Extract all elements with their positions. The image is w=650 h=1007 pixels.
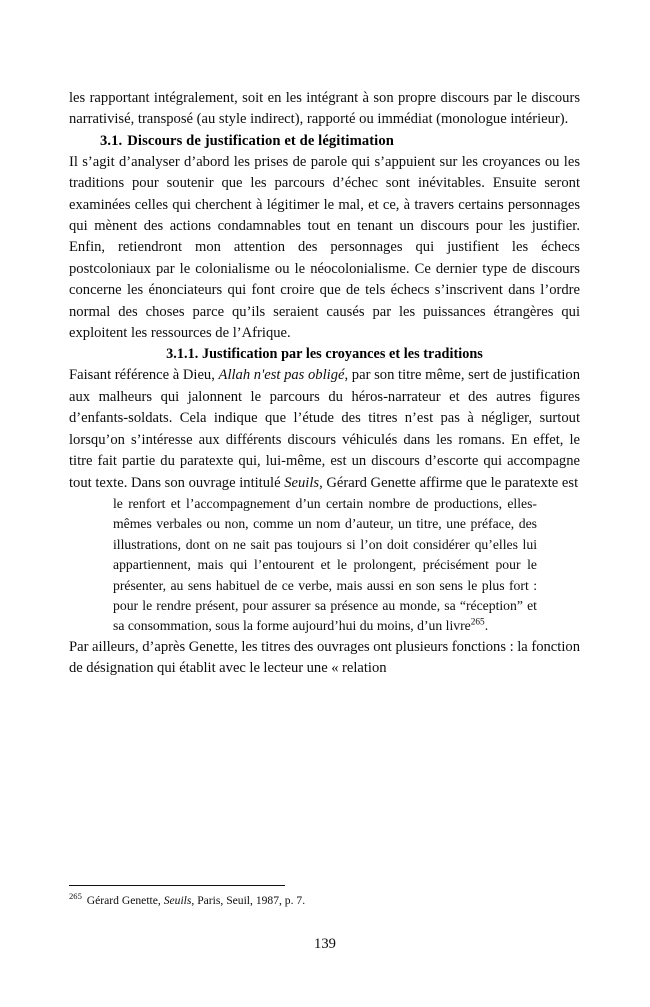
footnote-reference-265[interactable]: 265 (470, 617, 485, 628)
section-heading-number: 3.1. (100, 132, 123, 149)
paragraph-allah-nest-pas-oblige (69, 365, 580, 493)
block-quote-body: le renfort et l’accompagnement d’un certain nombre de productions, elles-mêmes verbales ou non, comme un nom d’auteur, un titre, une préface, des illustrations, dont on ne sait pas toujours si l’on doit considérer qu’elles lui appartiennent, mais qui l’entourent et le prolongent, précisément pour le présenter, au sens habituel de ce verbe, mais aussi en son sens le plus fort : pour le rendre présent, pour assurer sa présence au monde, sa “réception” et sa consommation, sous la forme aujourd’hui du moins, d’un livre (113, 495, 537, 634)
footnote-area (69, 885, 580, 908)
block-quote-tail: . (484, 618, 489, 634)
footnote-part2: , Paris, Seuil, 1987, p. 7. (191, 894, 306, 907)
book-title-seuils-italic: Seuils (284, 474, 320, 491)
paragraph-closing: Par ailleurs, d’après Genette, les titres des ouvrages ont plusieurs fonctions : la fonction de désignation qui établit avec le lecteur une « relation (69, 638, 580, 677)
footnote-separator-rule (69, 885, 285, 886)
paragraph-allah-part3: , Gérard Genette affirme que le paratexte est (319, 474, 579, 491)
subsection-heading-3-1-1: 3.1.1. Justification par les croyances et les traditions (166, 346, 483, 363)
paragraph-continued: les rapportant intégralement, soit en les intégrant à son propre discours par le discours narrativisé, transposé (au style indirect), rapporté ou immédiat (monologue intérieur). (69, 90, 580, 128)
book-title-allah-italic: Allah n'est pas obligé (218, 367, 345, 384)
footnote-title-italic: Seuils (163, 894, 192, 907)
footnote-marker: 265 (69, 891, 82, 902)
footnote-265 (69, 893, 580, 908)
paragraph-allah-part2: , par son titre même, sert de justification aux malheurs qui jalonnent le parcours du héros-narrateur et des autres figures d’enfants-soldats. Cela indique que l’étude des titres n’est pas à négliger, surtout lorsqu’on s’intéresse aux différents discours véhiculés dans les romans. En effet, le titre fait partie du paratexte qui, lui-même, est un discours d’escorte qui accompagne tout texte. Dans son ouvrage intitulé (69, 367, 580, 491)
paragraph-allah-part1: Faisant référence à Dieu, (69, 367, 219, 384)
block-quote-genette (113, 494, 537, 637)
section-heading-title: Discours de justification et de légitimation (127, 132, 394, 149)
paragraph-intro: Il s’agit d’analyser d’abord les prises de parole qui s’appuient sur les croyances ou les traditions pour soutenir que les parcours d’échec sont inévitables. Ensuite seront examinées celles qui cherchent à légitimer le mal, et ce, à travers certains personnages qui mènent des actions condamnables tout en tenant un discours pour les justifier. Enfin, retiendront mon attention des personnages qui justifient les échecs postcoloniaux par le colonialisme ou le néocolonialisme. Ce dernier type de discours concerne les énonciateurs qui font croire que de tels échecs s’inscrivent dans l’ordre normal des choses parce qu’ils seraient causés par les puissances étrangères qui exploitent les ressources de l’Afrique. (69, 153, 580, 342)
page-number: 139 (314, 936, 336, 952)
footnote-part1: Gérard Genette, (83, 894, 164, 907)
section-heading-3-1 (69, 131, 580, 152)
page-content (69, 88, 580, 680)
